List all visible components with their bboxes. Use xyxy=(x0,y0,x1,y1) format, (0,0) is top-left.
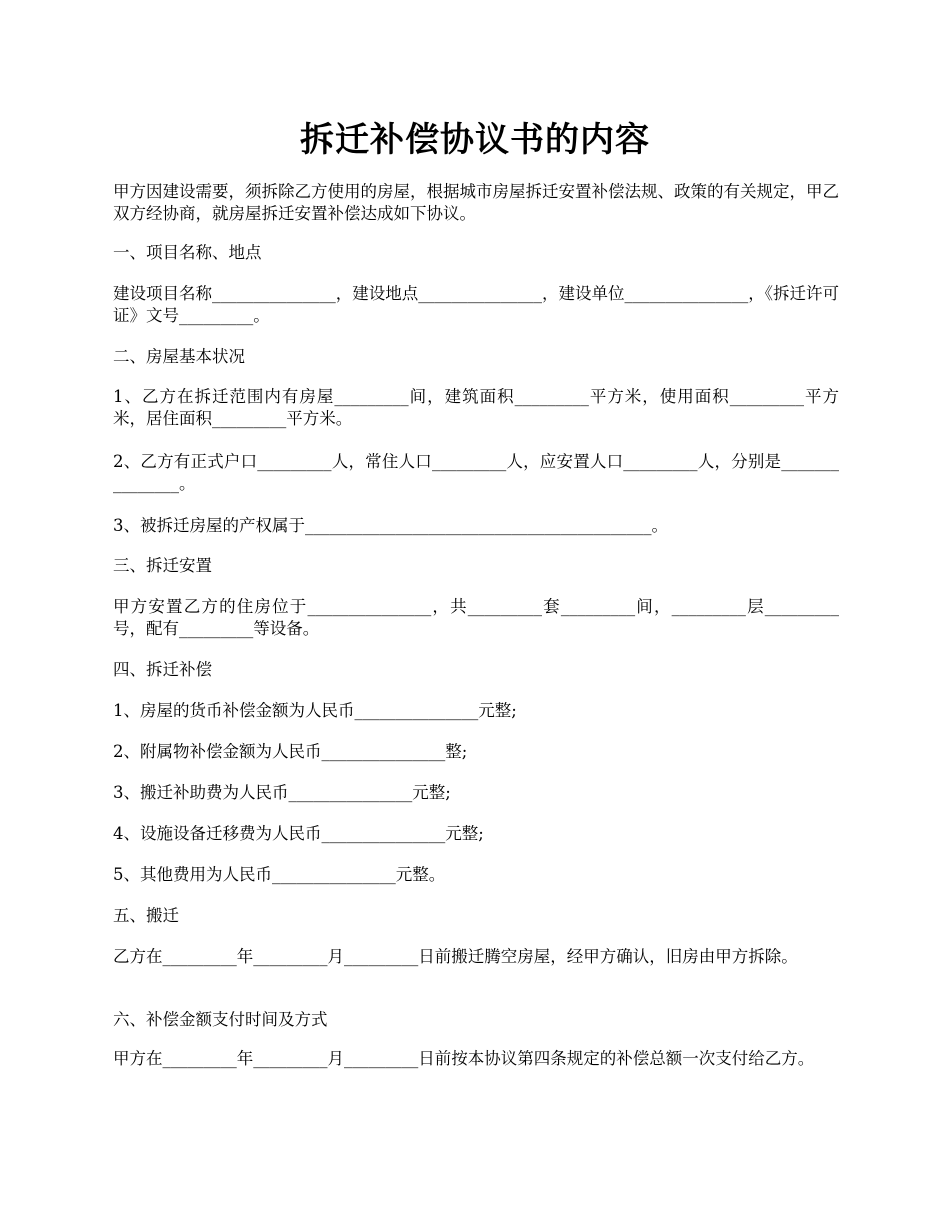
section-heading-payment: 六、补偿金额支付时间及方式 xyxy=(113,1010,328,1029)
section-heading-house-status: 二、房屋基本状况 xyxy=(113,347,245,366)
household-paragraph: 2、乙方有正式户口_________人，常住人口_________人，应安置人口_________人，分别是_______________。 xyxy=(113,452,839,493)
compensation-item-4: 4、设施设备迁移费为人民币_______________元整; xyxy=(113,824,484,843)
section-heading-compensation: 四、拆迁补偿 xyxy=(113,660,212,679)
section-heading-project: 一、项目名称、地点 xyxy=(113,243,262,262)
property-rights-paragraph: 3、被拆迁房屋的产权属于__________________________________________。 xyxy=(113,516,668,535)
compensation-item-2: 2、附属物补偿金额为人民币_______________整; xyxy=(113,742,468,761)
project-details-paragraph: 建设项目名称_______________，建设地点_______________，建设单位_______________，《拆迁许可证》文号_________。 xyxy=(113,284,839,325)
section-heading-relocation: 五、搬迁 xyxy=(113,906,179,925)
compensation-item-3: 3、搬迁补助费为人民币_______________元整; xyxy=(113,783,451,802)
house-area-paragraph: 1、乙方在拆迁范围内有房屋_________间，建筑面积_________平方米，使用面积_________平方米，居住面积_________平方米。 xyxy=(113,387,839,428)
compensation-item-5: 5、其他费用为人民币_______________元整。 xyxy=(113,865,446,884)
resettlement-paragraph: 甲方安置乙方的住房位于_______________，共_________套_________间，_________层_________号，配有_________等设备。 xyxy=(113,597,839,638)
document-title: 拆迁补偿协议书的内容 xyxy=(300,120,650,160)
compensation-item-1: 1、房屋的货币补偿金额为人民币_______________元整; xyxy=(113,701,517,720)
payment-paragraph: 甲方在_________年_________月_________日前按本协议第四条规定的补偿总额一次支付给乙方。 xyxy=(113,1049,815,1068)
section-heading-resettlement: 三、拆迁安置 xyxy=(113,556,212,575)
intro-paragraph: 甲方因建设需要，须拆除乙方使用的房屋，根据城市房屋拆迁安置补偿法规、政策的有关规定，甲乙双方经协商，就房屋拆迁安置补偿达成如下协议。 xyxy=(113,182,839,223)
relocation-paragraph: 乙方在_________年_________月_________日前搬迁腾空房屋，经甲方确认，旧房由甲方拆除。 xyxy=(113,947,798,966)
